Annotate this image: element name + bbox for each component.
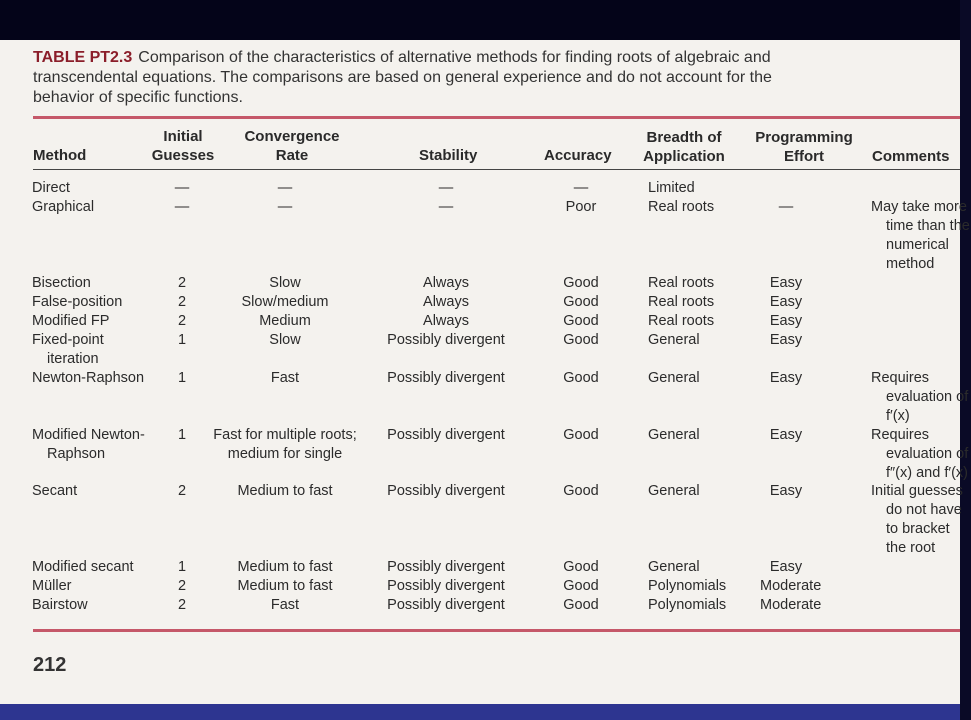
cell-breadth: Polynomials [648,578,727,594]
cell-comments-line: numerical [886,237,949,253]
cell-programming-effort: Easy [769,294,803,310]
cell-method [32,577,172,596]
cell-initial-guesses: 2 [177,578,187,594]
cell-method [32,312,172,331]
cell-convergence-rate [200,482,370,501]
table-caption [33,48,953,108]
textbook-page [0,40,970,704]
cell-convergence-rate-line: Medium to fast [237,578,333,594]
cell-method [32,558,172,577]
cell-initial-guesses: 2 [177,294,187,310]
cell-accuracy: Good [563,427,599,443]
cell-comments-line: Initial guesses [871,483,963,499]
cell-method [32,331,172,369]
header-initial-line1: Initial [163,128,203,145]
cell-comments [871,482,971,558]
cell-convergence-rate [200,274,370,293]
header-rule [33,169,960,170]
cell-method-line: Raphson [47,446,106,462]
caption-line-3: behavior of specific functions. [33,89,243,106]
cell-comments-line: evaluation of [886,446,969,462]
top-bar [0,0,960,40]
cell-programming-effort: Easy [769,483,803,499]
cell-method-line: Bisection [32,275,91,291]
cell-accuracy: Good [563,597,599,613]
cell-stability: Always [423,275,469,291]
cell-initial-guesses: 2 [177,313,187,329]
cell-programming-effort: Moderate [760,578,822,594]
cell-programming-effort: — [778,199,794,215]
cell-method-line: Direct [32,180,70,196]
cell-method-line: iteration [47,351,99,367]
header-convergence-rate [230,127,354,165]
cell-method-line: Bairstow [32,597,88,613]
top-rule [33,116,960,119]
cell-convergence-rate [200,293,370,312]
cell-accuracy: Good [563,275,599,291]
cell-method-line: Graphical [32,199,95,215]
cell-accuracy: Good [563,294,599,310]
cell-accuracy: Good [563,483,599,499]
cell-method [32,596,172,615]
cell-comments [871,369,971,426]
caption-line-2: transcendental equations. The comparisons are based on general experience and do not account for the [33,69,772,86]
cell-convergence-rate [200,558,370,577]
cell-convergence-rate-line: — [277,199,293,215]
header-stability: Stability [419,147,478,164]
header-initial-line2: Guesses [151,147,215,164]
cell-comments-line: evaluation of [886,389,969,405]
cell-convergence-rate-line: Fast [270,370,300,386]
cell-initial-guesses: — [174,199,190,215]
header-breadth-line2: Application [643,148,725,165]
cell-accuracy: Good [563,313,599,329]
cell-method-line: Modified Newton- [32,427,145,443]
cell-breadth: Real roots [648,294,715,310]
cell-initial-guesses: — [174,180,190,196]
cell-initial-guesses: 1 [177,559,187,575]
cell-stability: Possibly divergent [387,559,505,575]
header-rate-line1: Convergence [244,128,340,145]
cell-accuracy: Good [563,370,599,386]
cell-programming-effort: Easy [769,559,803,575]
cell-method-line: Secant [32,483,78,499]
caption-line-1: Comparison of the characteristics of alternative methods for finding roots of algebraic and [138,49,771,66]
cell-method [32,369,172,388]
cell-accuracy: Poor [565,199,597,215]
cell-convergence-rate-line: Slow [269,275,301,291]
cell-method [32,426,172,464]
cell-initial-guesses: 2 [177,275,187,291]
cell-convergence-rate [200,331,370,350]
cell-comments-line: Requires [871,370,930,386]
cell-programming-effort: Moderate [760,597,822,613]
cell-breadth: Real roots [648,199,715,215]
bottom-bar [0,704,960,720]
header-comments: Comments [872,148,950,165]
cell-convergence-rate-line: — [277,180,293,196]
cell-comments-line: f″(x) and f′(x) [886,465,968,481]
table-label: TABLE PT2.3 [33,49,133,66]
cell-convergence-rate [200,312,370,331]
cell-breadth: General [648,559,700,575]
header-prog-line1: Programming [755,129,853,146]
cell-comments [871,426,971,483]
cell-programming-effort: Easy [769,427,803,443]
cell-stability: — [438,180,454,196]
cell-programming-effort: Easy [769,370,803,386]
cell-stability: Always [423,294,469,310]
header-rate-line2: Rate [275,147,309,164]
cell-breadth: Limited [648,180,695,196]
header-accuracy: Accuracy [544,147,612,164]
cell-convergence-rate [200,198,370,217]
header-prog-line2: Effort [784,148,824,165]
cell-initial-guesses: 2 [177,597,187,613]
cell-accuracy: — [573,180,589,196]
cell-convergence-rate-line: Medium to fast [237,483,333,499]
cell-comments-line: f′(x) [886,408,910,424]
cell-convergence-rate-line: Medium [259,313,311,329]
cell-breadth: General [648,370,700,386]
cell-programming-effort: Easy [769,275,803,291]
cell-programming-effort: Easy [769,313,803,329]
cell-convergence-rate-line: Fast [270,597,300,613]
cell-method-line: False-position [32,294,123,310]
cell-method-line: Modified FP [32,313,110,329]
cell-accuracy: Good [563,559,599,575]
cell-accuracy: Good [563,578,599,594]
cell-initial-guesses: 2 [177,483,187,499]
cell-stability: Always [423,313,469,329]
header-programming-effort [744,128,864,166]
cell-convergence-rate-line: Fast for multiple roots; [213,427,357,443]
cell-stability: Possibly divergent [387,332,505,348]
cell-breadth: Real roots [648,313,715,329]
cell-comments [871,198,971,274]
cell-initial-guesses: 1 [177,332,187,348]
cell-convergence-rate [200,369,370,388]
cell-comments-line: time than the [886,218,970,234]
cell-stability: — [438,199,454,215]
cell-method-line: Fixed-point [32,332,104,348]
cell-breadth: Polynomials [648,597,727,613]
cell-comments-line: to bracket [886,521,950,537]
header-initial-guesses [146,127,220,165]
cell-breadth: General [648,483,700,499]
header-breadth [632,128,736,166]
cell-breadth: General [648,427,700,443]
cell-method-line: Modified secant [32,559,134,575]
cell-convergence-rate-line: Medium to fast [237,559,333,575]
cell-breadth: Real roots [648,275,715,291]
page-number: 212 [33,654,67,676]
cell-convergence-rate [200,596,370,615]
cell-convergence-rate-line: medium for single [227,446,343,462]
cell-method-line: Newton-Raphson [32,370,145,386]
cell-stability: Possibly divergent [387,483,505,499]
cell-stability: Possibly divergent [387,578,505,594]
cell-convergence-rate-line: Slow/medium [241,294,329,310]
cell-convergence-rate [200,577,370,596]
cell-method [32,293,172,312]
cell-comments-line: Requires [871,427,930,443]
cell-stability: Possibly divergent [387,597,505,613]
cell-comments-line: the root [886,540,936,556]
cell-comments-line: do not have [886,502,962,518]
cell-method [32,482,172,501]
cell-initial-guesses: 1 [177,370,187,386]
bottom-rule [33,629,960,632]
header-breadth-line1: Breadth of [646,129,722,146]
cell-convergence-rate-line: Slow [269,332,301,348]
cell-initial-guesses: 1 [177,427,187,443]
cell-method [32,274,172,293]
cell-stability: Possibly divergent [387,427,505,443]
cell-comments-line: method [886,256,935,272]
cell-method [32,179,172,198]
cell-accuracy: Good [563,332,599,348]
cell-method [32,198,172,217]
cell-programming-effort: Easy [769,332,803,348]
cell-stability: Possibly divergent [387,370,505,386]
cell-convergence-rate [200,426,370,464]
header-method: Method [33,147,87,164]
cell-convergence-rate [200,179,370,198]
cell-method-line: Müller [32,578,72,594]
cell-comments-line: May take more [871,199,967,215]
cell-breadth: General [648,332,700,348]
